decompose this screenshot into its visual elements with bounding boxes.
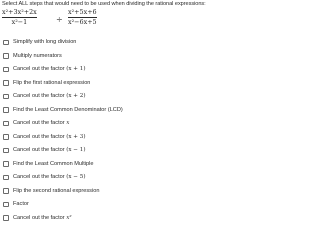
checkbox[interactable] — [3, 202, 9, 208]
option-label: Factor — [13, 201, 29, 207]
option-math: x² — [66, 214, 72, 221]
option-simplify-long-division[interactable] — [3, 38, 76, 47]
checkbox[interactable] — [3, 161, 9, 167]
option-cancel-x-plus-3[interactable] — [3, 133, 86, 142]
option-cancel-x-plus-1[interactable] — [3, 65, 86, 74]
option-math: (x − 1) — [66, 147, 86, 153]
option-find-lcm[interactable] — [3, 160, 94, 169]
checkbox[interactable] — [3, 94, 9, 100]
checkbox[interactable] — [3, 80, 9, 86]
option-label: Cancel out the factor (x − 1) — [13, 147, 86, 153]
right-numerator: x²+5x+6 — [68, 8, 97, 16]
option-label: Cancel out the factor x — [13, 120, 70, 126]
option-label: Simplify with long division — [13, 39, 77, 45]
checkbox[interactable] — [3, 175, 9, 181]
checkbox[interactable] — [3, 107, 9, 113]
option-label: Find the Least Common Denominator (LCD) — [13, 106, 123, 113]
option-math: (x + 3) — [66, 133, 86, 140]
option-multiply-numerators[interactable] — [3, 52, 62, 61]
option-label: Flip the second rational expression — [13, 187, 100, 194]
option-cancel-x[interactable] — [3, 119, 69, 128]
rational-expression — [2, 9, 198, 35]
checkbox[interactable] — [3, 40, 9, 46]
checkbox[interactable] — [3, 53, 9, 59]
option-cancel-x-plus-2[interactable] — [3, 92, 86, 101]
division-sign: ÷ — [56, 15, 63, 24]
left-fraction — [2, 9, 37, 26]
checkbox[interactable] — [3, 188, 9, 194]
left-denominator: x²−1 — [11, 18, 28, 27]
option-label: Flip the first rational expression — [13, 79, 91, 86]
checkbox[interactable] — [3, 121, 9, 127]
option-flip-first-expression[interactable] — [3, 79, 90, 88]
option-factor[interactable] — [3, 200, 29, 209]
checkbox[interactable] — [3, 67, 9, 73]
option-label: Cancel out the factor (x + 1) — [13, 66, 86, 72]
option-label: Cancel out the factor x² — [13, 214, 72, 221]
option-math: (x − 5) — [66, 174, 86, 180]
checkbox[interactable] — [3, 148, 9, 154]
left-numerator: x²+3x²+2x — [2, 8, 37, 16]
right-denominator: x²−6x+5 — [68, 18, 97, 27]
option-label: Cancel out the factor (x − 5) — [13, 174, 86, 180]
right-fraction — [68, 9, 97, 26]
option-cancel-x-squared[interactable] — [3, 214, 72, 223]
option-math: x — [66, 120, 70, 126]
option-label: Multiply numerators — [13, 52, 62, 59]
option-label: Find the Least Common Multiple — [13, 160, 94, 167]
question-text: Select ALL steps that would need to be used when dividing the rational expressions: — [2, 1, 206, 7]
checkbox[interactable] — [3, 134, 9, 140]
option-label: Cancel out the factor (x + 2) — [13, 93, 86, 99]
option-math: (x + 1) — [66, 66, 86, 72]
option-find-lcd[interactable] — [3, 106, 123, 115]
option-label: Cancel out the factor (x + 3) — [13, 133, 86, 140]
option-cancel-x-minus-5[interactable] — [3, 173, 86, 182]
option-math: (x + 2) — [66, 93, 86, 99]
option-flip-second-expression[interactable] — [3, 187, 99, 196]
option-cancel-x-minus-1[interactable] — [3, 146, 86, 155]
checkbox[interactable] — [3, 215, 9, 221]
